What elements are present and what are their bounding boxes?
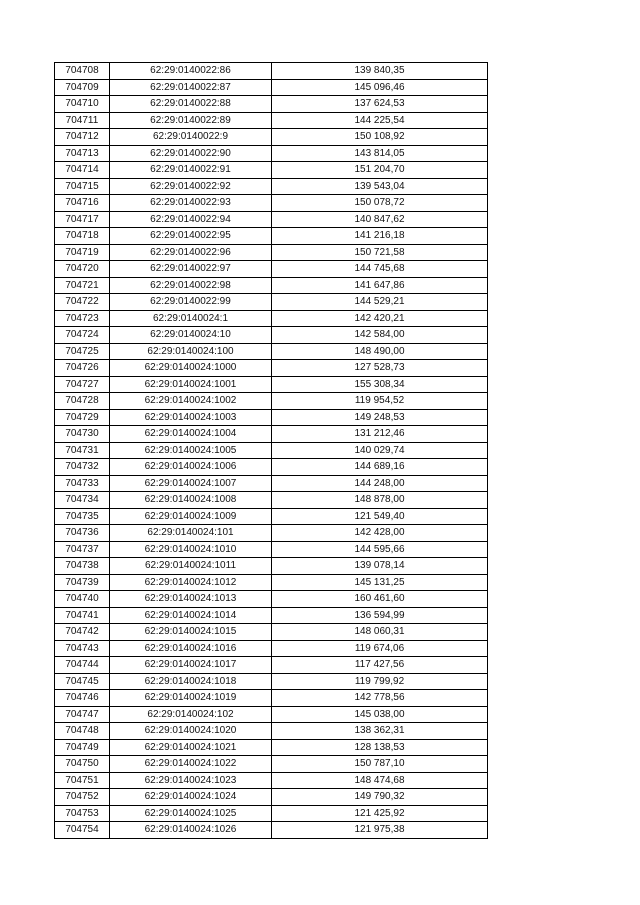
cadastral-number-cell: 62:29:0140024:1001 [110,376,272,393]
cadastral-value-cell: 139 840,35 [272,63,488,80]
row-number-cell: 704745 [55,673,110,690]
table-row [55,541,488,558]
table-row [55,376,488,393]
row-number-cell: 704749 [55,739,110,756]
cadastral-number-cell: 62:29:0140024:1020 [110,723,272,740]
table-row [55,112,488,129]
row-number-cell: 704722 [55,294,110,311]
cadastral-number-cell: 62:29:0140022:96 [110,244,272,261]
cadastral-value-cell: 144 595,66 [272,541,488,558]
row-number-cell: 704752 [55,789,110,806]
table-row [55,607,488,624]
cadastral-value-cell: 141 216,18 [272,228,488,245]
cadastral-number-cell: 62:29:0140024:102 [110,706,272,723]
cadastral-value-cell: 145 131,25 [272,574,488,591]
cadastral-number-cell: 62:29:0140024:1012 [110,574,272,591]
cadastral-value-cell: 137 624,53 [272,96,488,113]
cadastral-number-cell: 62:29:0140024:1000 [110,360,272,377]
row-number-cell: 704714 [55,162,110,179]
cadastral-value-cell: 148 878,00 [272,492,488,509]
cadastral-value-cell: 136 594,99 [272,607,488,624]
cadastral-number-cell: 62:29:0140024:1017 [110,657,272,674]
cadastral-value-cell: 150 721,58 [272,244,488,261]
cadastral-value-cell: 142 778,56 [272,690,488,707]
cadastral-value-cell: 119 674,06 [272,640,488,657]
cadastral-value-cell: 144 689,16 [272,459,488,476]
row-number-cell: 704754 [55,822,110,839]
cadastral-number-cell: 62:29:0140024:1013 [110,591,272,608]
row-number-cell: 704723 [55,310,110,327]
cadastral-number-cell: 62:29:0140024:1002 [110,393,272,410]
row-number-cell: 704719 [55,244,110,261]
table-row [55,640,488,657]
row-number-cell: 704709 [55,79,110,96]
cadastral-number-cell: 62:29:0140024:1016 [110,640,272,657]
table-row [55,442,488,459]
cadastral-value-cell: 127 528,73 [272,360,488,377]
table-row [55,129,488,146]
cadastral-value-cell: 145 038,00 [272,706,488,723]
cadastral-number-cell: 62:29:0140024:1022 [110,756,272,773]
cadastral-number-cell: 62:29:0140022:89 [110,112,272,129]
row-number-cell: 704744 [55,657,110,674]
cadastral-value-cell: 142 420,21 [272,310,488,327]
cadastral-number-cell: 62:29:0140024:1006 [110,459,272,476]
row-number-cell: 704724 [55,327,110,344]
table-row [55,96,488,113]
table-row [55,360,488,377]
table-row [55,475,488,492]
cadastral-value-cell: 148 060,31 [272,624,488,641]
row-number-cell: 704743 [55,640,110,657]
cadastral-value-cell: 148 490,00 [272,343,488,360]
table-row [55,772,488,789]
table-row [55,228,488,245]
cadastral-number-cell: 62:29:0140022:9 [110,129,272,146]
cadastral-number-cell: 62:29:0140024:1009 [110,508,272,525]
cadastral-value-cell: 145 096,46 [272,79,488,96]
cadastral-number-cell: 62:29:0140022:91 [110,162,272,179]
cadastral-number-cell: 62:29:0140024:1014 [110,607,272,624]
table-row [55,739,488,756]
row-number-cell: 704735 [55,508,110,525]
row-number-cell: 704713 [55,145,110,162]
table-row [55,690,488,707]
table-row [55,574,488,591]
row-number-cell: 704736 [55,525,110,542]
table-row [55,723,488,740]
row-number-cell: 704741 [55,607,110,624]
row-number-cell: 704711 [55,112,110,129]
cadastral-value-cell: 140 029,74 [272,442,488,459]
row-number-cell: 704716 [55,195,110,212]
table-row [55,79,488,96]
cadastral-number-cell: 62:29:0140022:94 [110,211,272,228]
cadastral-value-table [54,62,488,839]
cadastral-number-cell: 62:29:0140022:93 [110,195,272,212]
cadastral-value-cell: 139 543,04 [272,178,488,195]
cadastral-number-cell: 62:29:0140022:86 [110,63,272,80]
row-number-cell: 704733 [55,475,110,492]
cadastral-number-cell: 62:29:0140022:92 [110,178,272,195]
cadastral-number-cell: 62:29:0140024:1008 [110,492,272,509]
cadastral-value-cell: 119 954,52 [272,393,488,410]
table-row [55,805,488,822]
row-number-cell: 704747 [55,706,110,723]
cadastral-value-cell: 149 248,53 [272,409,488,426]
cadastral-value-cell: 160 461,60 [272,591,488,608]
cadastral-value-cell: 117 427,56 [272,657,488,674]
row-number-cell: 704712 [55,129,110,146]
row-number-cell: 704750 [55,756,110,773]
cadastral-value-cell: 121 549,40 [272,508,488,525]
table-row [55,294,488,311]
cadastral-number-cell: 62:29:0140024:1011 [110,558,272,575]
cadastral-value-cell: 140 847,62 [272,211,488,228]
row-number-cell: 704715 [55,178,110,195]
cadastral-value-cell: 128 138,53 [272,739,488,756]
table-row [55,525,488,542]
cadastral-number-cell: 62:29:0140024:1005 [110,442,272,459]
cadastral-number-cell: 62:29:0140022:90 [110,145,272,162]
cadastral-value-cell: 142 428,00 [272,525,488,542]
row-number-cell: 704728 [55,393,110,410]
cadastral-value-cell: 119 799,92 [272,673,488,690]
table-row [55,558,488,575]
table-row [55,657,488,674]
table-row [55,277,488,294]
cadastral-value-cell: 150 078,72 [272,195,488,212]
row-number-cell: 704734 [55,492,110,509]
cadastral-value-cell: 149 790,32 [272,789,488,806]
row-number-cell: 704725 [55,343,110,360]
row-number-cell: 704726 [55,360,110,377]
table-row [55,310,488,327]
cadastral-value-cell: 144 248,00 [272,475,488,492]
cadastral-number-cell: 62:29:0140024:1015 [110,624,272,641]
row-number-cell: 704742 [55,624,110,641]
row-number-cell: 704717 [55,211,110,228]
cadastral-value-cell: 139 078,14 [272,558,488,575]
table-row [55,409,488,426]
table-row [55,624,488,641]
table-row [55,673,488,690]
cadastral-number-cell: 62:29:0140024:10 [110,327,272,344]
table-row [55,343,488,360]
row-number-cell: 704729 [55,409,110,426]
cadastral-value-cell: 148 474,68 [272,772,488,789]
row-number-cell: 704739 [55,574,110,591]
cadastral-number-cell: 62:29:0140024:1018 [110,673,272,690]
row-number-cell: 704710 [55,96,110,113]
row-number-cell: 704708 [55,63,110,80]
cadastral-value-cell: 151 204,70 [272,162,488,179]
cadastral-value-cell: 138 362,31 [272,723,488,740]
table-row [55,327,488,344]
cadastral-value-cell: 141 647,86 [272,277,488,294]
cadastral-value-cell: 155 308,34 [272,376,488,393]
cadastral-value-cell: 150 108,92 [272,129,488,146]
cadastral-number-cell: 62:29:0140024:1010 [110,541,272,558]
row-number-cell: 704721 [55,277,110,294]
cadastral-number-cell: 62:29:0140022:99 [110,294,272,311]
row-number-cell: 704738 [55,558,110,575]
table-row [55,63,488,80]
table-row [55,145,488,162]
row-number-cell: 704737 [55,541,110,558]
row-number-cell: 704731 [55,442,110,459]
cadastral-number-cell: 62:29:0140024:1019 [110,690,272,707]
cadastral-number-cell: 62:29:0140024:1004 [110,426,272,443]
table-row [55,178,488,195]
row-number-cell: 704720 [55,261,110,278]
cadastral-number-cell: 62:29:0140024:1023 [110,772,272,789]
cadastral-number-cell: 62:29:0140024:1003 [110,409,272,426]
table-row [55,789,488,806]
table-row [55,508,488,525]
cadastral-value-cell: 150 787,10 [272,756,488,773]
row-number-cell: 704753 [55,805,110,822]
table-row [55,822,488,839]
row-number-cell: 704718 [55,228,110,245]
table-row [55,706,488,723]
cadastral-number-cell: 62:29:0140022:95 [110,228,272,245]
cadastral-value-cell: 144 529,21 [272,294,488,311]
row-number-cell: 704740 [55,591,110,608]
row-number-cell: 704746 [55,690,110,707]
table-row [55,244,488,261]
cadastral-value-cell: 144 745,68 [272,261,488,278]
cadastral-number-cell: 62:29:0140024:100 [110,343,272,360]
cadastral-number-cell: 62:29:0140024:1007 [110,475,272,492]
table-row [55,492,488,509]
cadastral-value-cell: 142 584,00 [272,327,488,344]
row-number-cell: 704727 [55,376,110,393]
cadastral-number-cell: 62:29:0140024:1021 [110,739,272,756]
cadastral-number-cell: 62:29:0140022:88 [110,96,272,113]
cadastral-number-cell: 62:29:0140022:97 [110,261,272,278]
cadastral-number-cell: 62:29:0140024:1024 [110,789,272,806]
row-number-cell: 704748 [55,723,110,740]
cadastral-number-cell: 62:29:0140024:101 [110,525,272,542]
table-row [55,459,488,476]
cadastral-number-cell: 62:29:0140024:1025 [110,805,272,822]
cadastral-number-cell: 62:29:0140022:87 [110,79,272,96]
table-row [55,756,488,773]
table-row [55,195,488,212]
table-row [55,393,488,410]
cadastral-value-cell: 121 425,92 [272,805,488,822]
row-number-cell: 704751 [55,772,110,789]
cadastral-number-cell: 62:29:0140024:1026 [110,822,272,839]
cadastral-value-cell: 144 225,54 [272,112,488,129]
cadastral-number-cell: 62:29:0140024:1 [110,310,272,327]
table-body [55,63,488,839]
table-row [55,426,488,443]
table-row [55,211,488,228]
table-row [55,162,488,179]
cadastral-value-cell: 143 814,05 [272,145,488,162]
cadastral-value-cell: 131 212,46 [272,426,488,443]
row-number-cell: 704730 [55,426,110,443]
row-number-cell: 704732 [55,459,110,476]
cadastral-value-cell: 121 975,38 [272,822,488,839]
table-row [55,261,488,278]
cadastral-number-cell: 62:29:0140022:98 [110,277,272,294]
table-row [55,591,488,608]
